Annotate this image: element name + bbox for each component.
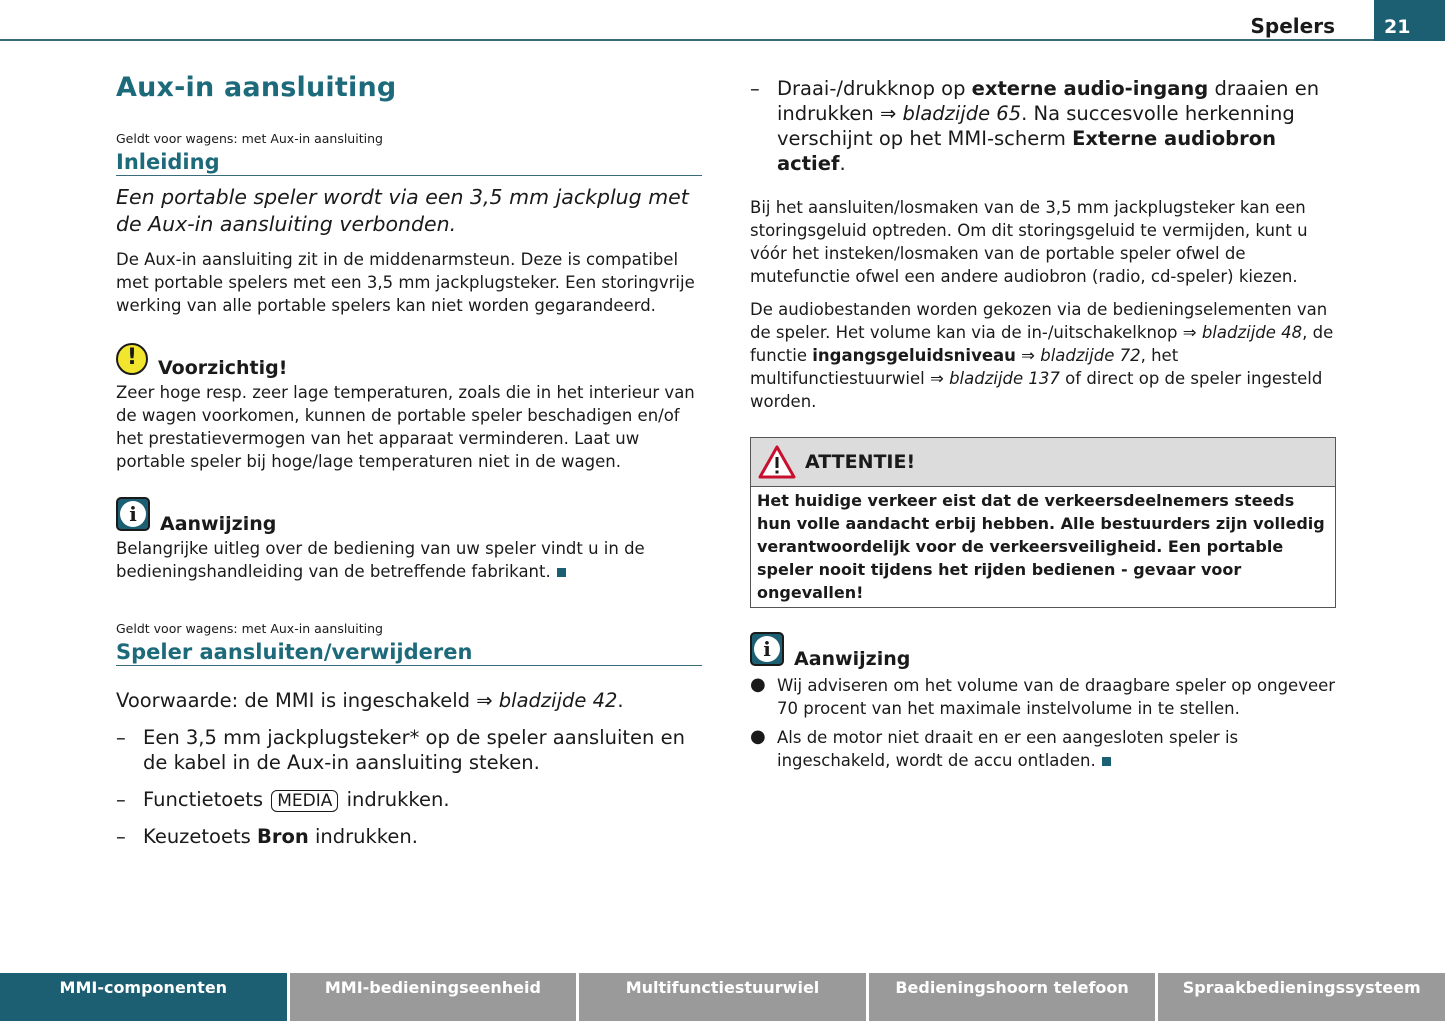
tab-mmi-bedieningseenheid[interactable]: MMI-bedieningseenheid <box>290 973 577 1021</box>
list-item-text: Als de motor niet draait en er een aangesloten speler is ingeschakeld, wordt de accu ontladen. <box>777 728 1239 770</box>
step-item: – Een 3,5 mm jackplugsteker* op de speler aansluiten en de kabel in de Aux-in aansluiting steken. <box>116 725 702 775</box>
info-icon <box>116 497 150 531</box>
applies-note-2: Geldt voor wagens: met Aux-in aansluiting <box>116 621 383 636</box>
arrow-icon: ⇒ <box>1182 323 1197 342</box>
attention-label: ATTENTIE! <box>805 451 916 473</box>
warning-triangle-icon <box>757 444 797 480</box>
note-label: Aanwijzing <box>160 513 277 535</box>
note-header <box>116 497 702 535</box>
page-number: 21 <box>1374 0 1445 41</box>
note-text-content: Belangrijke uitleg over de bediening van uw speler vindt u in de bedieningshandleiding van de betreffende fabrikant. <box>116 539 645 581</box>
section-title-speler: Speler aansluiten/verwijderen <box>116 640 702 666</box>
header-rule <box>0 39 1445 41</box>
step-bold: Bron <box>257 825 309 848</box>
step-text: Functietoets <box>143 788 264 811</box>
tab-multifunctiestuurwiel[interactable]: Multifunctiestuurwiel <box>579 973 866 1021</box>
step-text: draaien en indrukken <box>777 77 1320 125</box>
step-text: Een 3,5 mm jackplugsteker* op de speler aansluiten en de kabel in de Aux-in aansluiting steken. <box>143 726 685 774</box>
section-title-inleiding: Inleiding <box>116 150 702 176</box>
end-marker <box>1102 757 1111 766</box>
step-item: – Keuzetoets Bron indrukken. <box>116 825 418 848</box>
note-label-2: Aanwijzing <box>794 648 911 670</box>
step-text: indrukken. <box>314 825 418 848</box>
precondition: Voorwaarde: de MMI is ingeschakeld ⇒ bladzijde 42. <box>116 689 624 712</box>
bottom-nav <box>0 973 1445 1021</box>
info-icon <box>750 632 784 666</box>
bullet-icon: ● <box>750 726 766 747</box>
page-reference: bladzijde 65 <box>902 102 1022 125</box>
step-item: – Functietoets MEDIA indrukken. <box>116 788 450 811</box>
intro-paragraph: De Aux-in aansluiting zit in de middenarmsteun. Deze is compatibel met portable spelers met een 3,5 mm jackplugsteker. Een storingvrije werking van alle portable spelers kan niet worden gegarandeerd. <box>116 250 695 315</box>
page-reference: bladzijde 137 <box>949 369 1060 388</box>
attention-text: Het huidige verkeer eist dat de verkeersdeelnemers steeds hun volle aandacht erbij hebben. Alle bestuurders zijn volledig verantwoordelijk voor de verkeersveiligheid. Een portable speler nooit tijdens het rijden bedienen - gevaar voor ongevallen! <box>757 491 1325 602</box>
attention-box <box>750 437 1336 608</box>
page-heading: Aux-in aansluiting <box>116 72 397 103</box>
media-key: MEDIA <box>271 790 338 812</box>
arrow-icon: ⇒ <box>1021 346 1035 365</box>
page-reference: bladzijde 72 <box>1040 346 1141 365</box>
para-text: , de functie <box>750 323 1334 365</box>
attention-header <box>751 438 1335 487</box>
page-reference: bladzijde 42 <box>498 689 618 712</box>
step-text: Keuzetoets <box>143 825 251 848</box>
list-item <box>750 726 1336 772</box>
step-bold: externe audio-ingang <box>971 77 1209 100</box>
para-text: of direct op de speler ingesteld worden. <box>750 369 1323 411</box>
arrow-icon: ⇒ <box>476 689 493 712</box>
applies-note: Geldt voor wagens: met Aux-in aansluiting <box>116 131 383 146</box>
caution-icon <box>116 343 148 375</box>
tab-spraakbedieningssysteem[interactable]: Spraakbedieningssysteem <box>1158 973 1445 1021</box>
tab-mmi-componenten[interactable]: MMI-componenten <box>0 973 287 1021</box>
precondition-text: Voorwaarde: de MMI is ingeschakeld <box>116 689 471 712</box>
paragraph-volume <box>750 298 1336 413</box>
para-bold: ingangsgeluidsniveau <box>812 346 1016 365</box>
paragraph-noise: Bij het aansluiten/losmaken van de 3,5 mm jackplugsteker kan een storingsgeluid optreden. Om dit storingsgeluid te vermijden, kunt u vóór het insteken/losmaken van de portable speler ofwel de mutefunctie ofwel een andere audiobron (radio, cd-speler) kiezen. <box>750 198 1308 286</box>
page-header-title: Spelers <box>1250 14 1335 38</box>
arrow-icon: ⇒ <box>930 369 944 388</box>
step-text: Draai-/drukknop op <box>777 77 966 100</box>
arrow-icon: ⇒ <box>879 102 897 125</box>
tab-bedieningshoorn-telefoon[interactable]: Bedieningshoorn telefoon <box>869 973 1156 1021</box>
right-column <box>750 76 1336 772</box>
note-text <box>116 537 702 583</box>
para-text: De audiobestanden worden gekozen via de bedieningselementen van de speler. Het volume kan via de in-/uitschakelknop <box>750 300 1328 342</box>
list-item-text: Wij adviseren om het volume van de draagbare speler op ongeveer 70 procent van het maximale instelvolume in te stellen. <box>777 676 1336 718</box>
left-column <box>116 72 702 849</box>
caution-label: Voorzichtig! <box>158 357 288 379</box>
caution-header <box>116 343 702 379</box>
list-item <box>750 674 1336 720</box>
page-reference: bladzijde 48 <box>1201 323 1303 342</box>
step-text: . Na succesvolle herkenning verschijnt op het MMI-scherm <box>777 102 1295 150</box>
step-text: . <box>839 152 846 175</box>
step-text: indrukken. <box>346 788 450 811</box>
lead-text: Een portable speler wordt via een 3,5 mm jackplug met de Aux-in aansluiting verbonden. <box>116 185 689 236</box>
caution-text: Zeer hoge resp. zeer lage temperaturen, zoals die in het interieur van de wagen voorkomen, kunnen de portable speler beschadigen en/of het prestatievermogen van het apparaat verminderen. Laat uw portable speler bij hoge/lage temperaturen niet in de wagen. <box>116 383 695 471</box>
step-item: – Draai-/drukknop op externe audio-ingang draaien en indrukken ⇒ bladzijde 65. Na succesvolle herkenning verschijnt op het MMI-scherm Externe audiobron actief. <box>750 77 1320 175</box>
para-text: , het multifunctiestuurwiel <box>750 346 1179 388</box>
step-bold: Externe audiobron actief <box>777 127 1276 175</box>
note-header-2 <box>750 632 1336 670</box>
end-marker <box>557 568 566 577</box>
bullet-icon: ● <box>750 674 766 695</box>
